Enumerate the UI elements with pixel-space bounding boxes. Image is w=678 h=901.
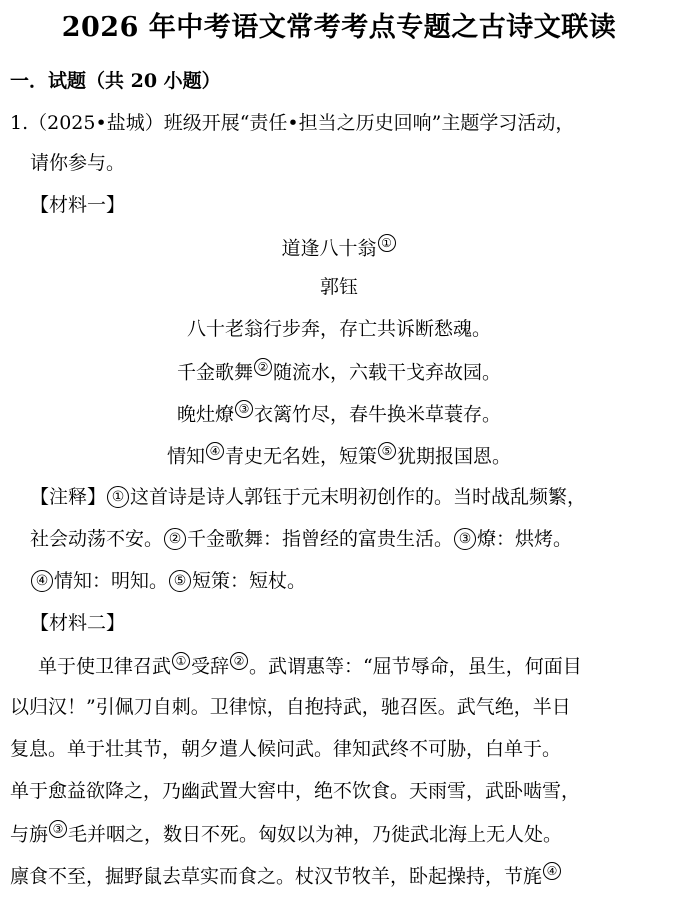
- page-title: 2026 年中考语文常考考点专题之古诗文联读: [61, 12, 617, 43]
- question-line-1: 1.（2025•盐城）班级开展“责任•担当之历史回响”主题学习活动，: [10, 112, 575, 134]
- note-marker: ⑤: [378, 442, 396, 460]
- note-marker: ②: [230, 652, 248, 670]
- poem-title-text: 道逢八十翁: [281, 237, 377, 260]
- notes-label: 【注释】: [30, 486, 107, 508]
- poem-title-note: ①: [378, 234, 396, 252]
- poem-line-1: 八十老翁行步奔，存亡共诉断愁魂。: [186, 318, 491, 340]
- note-marker: ③: [235, 400, 253, 418]
- note-number: ②: [164, 528, 186, 550]
- poem-author: 郭钰: [319, 276, 358, 298]
- poem-line-2: 千金歌舞 ② 随流水，六载干戈弃故园。: [176, 360, 502, 384]
- note-number: ③: [454, 528, 476, 550]
- passage-line-1: 单于使卫律召武 ① 受辞 ② 。武谓惠等：“屈节辱命，虽生，何面目: [38, 654, 582, 678]
- passage-line-4: 单于愈益欲降之，乃幽武置大窖中，绝不饮食。天雨雪，武卧啮雪，: [10, 780, 581, 802]
- note-marker: ④: [543, 862, 561, 880]
- passage-line-5: 与旃 ③ 毛并咽之，数日不死。匈奴以为神，乃徙武北海上无人处。: [10, 822, 563, 846]
- passage-line-2: 以归汉！”引佩刀自刺。卫律惊，自抱持武，驰召医。武气绝，半日: [10, 696, 571, 718]
- poem-title: [0, 234, 678, 261]
- note-number: ①: [107, 486, 129, 508]
- question-line-2: 请你参与。: [30, 152, 126, 174]
- passage-line-3: 复息。单于壮其节，朝夕遣人候问武。律知武终不可胁，白单于。: [10, 738, 562, 760]
- note-marker: ①: [172, 652, 190, 670]
- note-number: ④: [31, 570, 53, 592]
- note-marker: ③: [49, 820, 67, 838]
- poem-line-4: 情知 ④ 青史无名姓，短策 ⑤ 犹期报国恩。: [166, 444, 512, 468]
- section-heading: 一．试题（共 20 小题）: [10, 70, 221, 92]
- note-number: ⑤: [169, 570, 191, 592]
- poem-line-3: 晚灶燎 ③ 衣篱竹尽，春牛换米草蓑存。: [176, 402, 502, 426]
- notes-line-2: 社会动荡不安。 ② 千金歌舞：指曾经的富贵生活。 ③ 燎：烘烤。: [30, 528, 573, 550]
- notes-line-3: ④ 情知：明知。 ⑤ 短策：短杖。: [30, 568, 306, 594]
- passage-line-6: 廪食不至，掘野鼠去草实而食之。杖汉节牧羊，卧起操持，节旄 ④: [10, 862, 562, 889]
- material2-heading: 【材料二】: [30, 612, 126, 634]
- note-marker: ④: [206, 442, 224, 460]
- material1-heading: 【材料一】: [30, 194, 126, 216]
- note-marker: ②: [254, 358, 272, 376]
- notes-line-1: 【注释】 ① 这首诗是诗人郭钰于元末明初创作的。当时战乱频繁，: [30, 486, 587, 508]
